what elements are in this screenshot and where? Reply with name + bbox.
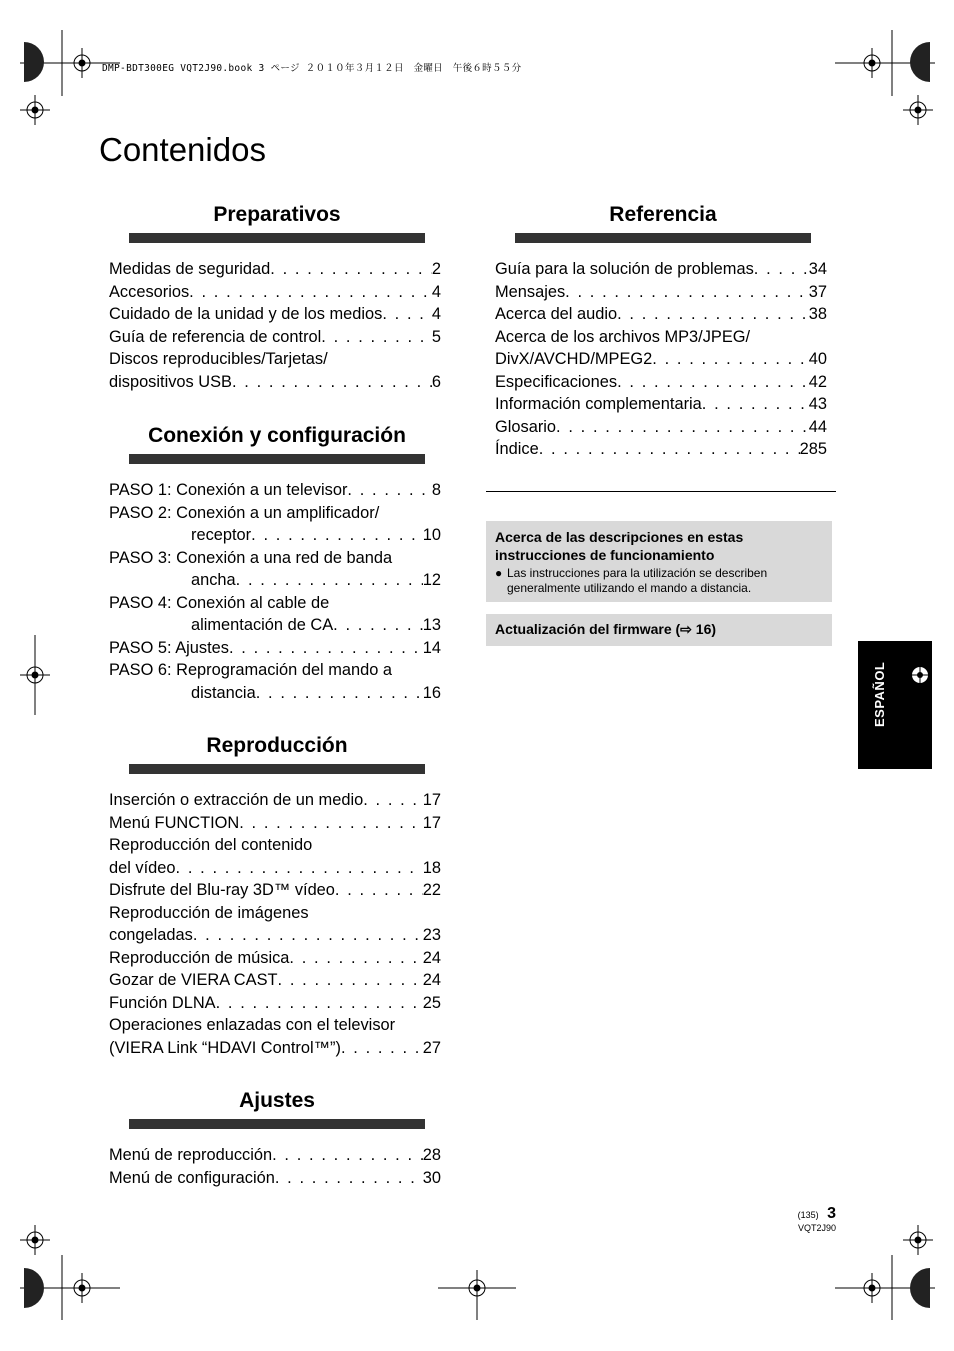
section-ajustes: [109, 1089, 441, 1189]
toc-list: [109, 1144, 441, 1189]
toc-entry[interactable]: PASO 6: Reprogramación del mando a: [109, 661, 393, 679]
toc-entry[interactable]: PASO 1: Conexión a un televisor . . . 8: [109, 479, 441, 502]
toc-entry[interactable]: Cuidado de la unidad y de los medios . . . 4: [109, 303, 441, 326]
toc-entry[interactable]: Especificaciones . . . 42: [495, 371, 827, 394]
section-bar: [129, 233, 425, 243]
toc-entry[interactable]: Función DLNA . . . 25: [109, 992, 441, 1015]
section-bar: [129, 1119, 425, 1129]
language-tab: [858, 641, 932, 769]
toc-entry[interactable]: distancia . . . 16: [109, 682, 441, 705]
toc-entry[interactable]: PASO 4: Conexión al cable de: [109, 593, 330, 612]
section-referencia: [495, 203, 827, 461]
page-code: (135): [797, 1210, 819, 1220]
section-preparativos: [109, 203, 441, 393]
toc-entry[interactable]: Menú de reproducción . . . 28: [109, 1144, 441, 1167]
toc-entry[interactable]: Gozar de VIERA CAST . . . 24: [109, 969, 441, 992]
toc-entry[interactable]: PASO 2: Conexión a un amplificador/: [109, 503, 380, 522]
toc-list: [109, 479, 441, 704]
toc-entry[interactable]: Disfrute del Blu-ray 3D™ vídeo . . . 22: [109, 879, 441, 902]
toc-entry[interactable]: Guía de referencia de control . . . 5: [109, 326, 441, 349]
toc-entry[interactable]: Menú de configuración . . . 30: [109, 1167, 441, 1190]
page-footer: [780, 1205, 836, 1233]
section-conexion: [109, 424, 441, 704]
toc-list: [109, 258, 441, 393]
toc-entry[interactable]: Índice . . . 285: [495, 438, 827, 461]
toc-entry[interactable]: ancha . . . 12: [109, 569, 441, 592]
section-title: Reproducción: [206, 734, 348, 757]
page-number: 3: [827, 1205, 836, 1222]
doc-code: VQT2J90: [797, 1223, 836, 1233]
toc-entry[interactable]: Discos reproducibles/Tarjetas/: [109, 350, 328, 368]
toc-entry[interactable]: Información complementaria . . . 43: [495, 393, 827, 416]
toc-entry[interactable]: Acerca de los archivos MP3/JPEG/: [495, 327, 751, 346]
section-title: Conexión y configuración: [148, 424, 406, 447]
toc-entry[interactable]: PASO 5: Ajustes . . . 14: [109, 637, 441, 660]
section-title: Preparativos: [213, 203, 341, 226]
crosshair-icon: [910, 665, 930, 685]
language-label: ESPAÑOL: [872, 661, 887, 727]
section-reproduccion: [109, 734, 441, 1059]
toc-entry[interactable]: PASO 3: Conexión a una red de banda: [109, 548, 393, 567]
toc-entry[interactable]: receptor . . . 10: [109, 524, 441, 547]
toc-entry[interactable]: Inserción o extracción de un medio . . . 17: [109, 789, 441, 812]
note-title: Acerca de las descripciones en estas instrucciones de funcionamiento: [495, 529, 744, 563]
firmware-text[interactable]: Actualización del firmware (⇨ 16): [495, 621, 717, 637]
toc-entry[interactable]: Accesorios . . . 4: [109, 281, 441, 304]
print-header: DMP-BDT300EG VQT2J90.book 3 ページ ２０１０年３月１２日 金曜日 午後６時５５分: [102, 63, 522, 74]
toc-entry[interactable]: Glosario . . . 44: [495, 416, 827, 439]
section-bar: [129, 454, 425, 464]
section-title: Referencia: [609, 203, 717, 226]
section-bar: [129, 764, 425, 774]
toc-entry[interactable]: alimentación de CA . . . 13: [109, 614, 441, 637]
toc-list: [109, 789, 441, 1059]
note-box: [486, 521, 832, 602]
toc-entry[interactable]: Acerca del audio . . . 38: [495, 303, 827, 326]
toc-entry[interactable]: Reproducción de imágenes: [109, 903, 309, 922]
divider: [486, 491, 836, 492]
toc-entry[interactable]: Mensajes . . . 37: [495, 281, 827, 304]
toc-entry[interactable]: Guía para la solución de problemas . . . 34: [495, 258, 827, 281]
toc-entry[interactable]: Medidas de seguridad . . . 2: [109, 258, 441, 281]
toc-entry[interactable]: dispositivos USB . . . 6: [109, 371, 441, 394]
toc-entry[interactable]: Menú FUNCTION . . . 17: [109, 812, 441, 835]
toc-entry[interactable]: (VIERA Link “HDAVI Control™”) . . . 27: [109, 1037, 441, 1060]
firmware-box: [486, 614, 832, 646]
toc-entry[interactable]: congeladas . . . 23: [109, 924, 441, 947]
toc-entry[interactable]: DivX/AVCHD/MPEG2 . . . 40: [495, 348, 827, 371]
note-bullet: ● Las instrucciones para la utilización se describen generalmente utilizando el mando a distancia.: [495, 566, 768, 595]
toc-list: [495, 258, 827, 461]
bullet-icon: ●: [495, 566, 503, 580]
toc-entry[interactable]: del vídeo . . . 18: [109, 857, 441, 880]
toc-entry[interactable]: Reproducción del contenido: [109, 836, 313, 854]
toc-entry[interactable]: Operaciones enlazadas con el televisor: [109, 1016, 396, 1034]
toc-entry[interactable]: Reproducción de música . . . 24: [109, 947, 441, 970]
page-title: Contenidos: [99, 131, 266, 168]
section-bar: [515, 233, 811, 243]
section-title: Ajustes: [239, 1089, 315, 1112]
